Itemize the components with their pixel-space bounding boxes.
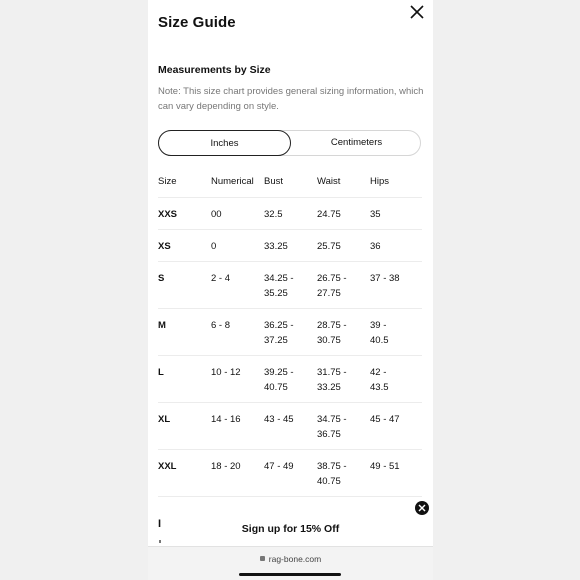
- close-circle-icon: [418, 504, 426, 512]
- hips-cell: 36: [370, 241, 381, 252]
- page-title: Size Guide: [158, 14, 236, 31]
- close-icon: [409, 4, 425, 20]
- hips-cell: 49 - 51: [370, 461, 400, 472]
- url-text: rag-bone.com: [268, 554, 322, 564]
- size-cell: XXS: [158, 209, 178, 220]
- waist-cell: 28.75 - 30.75: [317, 320, 347, 346]
- bust-cell: 34.25 - 35.25: [264, 273, 294, 299]
- signup-banner[interactable]: Sign up for 15% Off: [241, 523, 340, 535]
- table-row: [158, 198, 422, 230]
- table-row: [158, 450, 422, 497]
- url-display[interactable]: [148, 554, 433, 564]
- home-indicator[interactable]: [239, 573, 341, 576]
- hips-cell: 39 - 40.5: [370, 320, 389, 346]
- table-row: [158, 230, 422, 262]
- table-row: [158, 309, 422, 356]
- waist-cell: 24.75: [317, 209, 341, 220]
- browser-url-bar[interactable]: [148, 546, 433, 580]
- bust-cell: 32.5: [264, 209, 283, 220]
- numerical-cell: 14 - 16: [211, 414, 241, 425]
- bust-cell: 47 - 49: [264, 461, 294, 472]
- lock-icon: [260, 556, 265, 561]
- close-button[interactable]: [409, 4, 425, 20]
- hips-cell: 42 - 43.5: [370, 367, 389, 393]
- section-subtitle: Measurements by Size: [158, 64, 271, 76]
- partial-text: [159, 540, 161, 543]
- waist-cell: 38.75 - 40.75: [317, 461, 347, 487]
- numerical-cell: 2 - 4: [211, 273, 231, 284]
- waist-cell: 26.75 - 27.75: [317, 273, 347, 299]
- numerical-cell: 0: [211, 241, 217, 252]
- size-table: [158, 168, 422, 497]
- waist-cell: 25.75: [317, 241, 341, 252]
- bust-cell: 43 - 45: [264, 414, 294, 425]
- partial-section-heading: I: [158, 518, 162, 530]
- table-header-row: [158, 168, 422, 198]
- size-guide-panel: [148, 0, 433, 580]
- numerical-cell: 6 - 8: [211, 320, 231, 331]
- sizing-note: Note: This size chart provides general sizing information, which can vary depending on style.: [158, 86, 424, 112]
- size-cell: XL: [158, 414, 171, 425]
- size-cell: M: [158, 320, 166, 331]
- unit-toggle: [158, 130, 421, 156]
- hips-cell: 37 - 38: [370, 273, 400, 284]
- centimeters-tab[interactable]: Centimeters: [330, 137, 383, 148]
- size-cell: L: [158, 367, 164, 378]
- size-cell: XXL: [158, 461, 177, 472]
- column-header-waist: Waist: [317, 176, 341, 187]
- size-cell: S: [158, 273, 165, 284]
- inches-tab[interactable]: Inches: [158, 130, 291, 156]
- bust-cell: 33.25: [264, 241, 288, 252]
- signup-dismiss-button[interactable]: [415, 501, 429, 515]
- numerical-cell: 18 - 20: [211, 461, 241, 472]
- column-header-hips: Hips: [370, 176, 390, 187]
- hips-cell: 45 - 47: [370, 414, 400, 425]
- bust-cell: 39.25 - 40.75: [264, 367, 294, 393]
- size-cell: XS: [158, 241, 171, 252]
- bust-cell: 36.25 - 37.25: [264, 320, 294, 346]
- table-row: [158, 262, 422, 309]
- numerical-cell: 00: [211, 209, 222, 220]
- column-header-numerical: Numerical: [211, 176, 254, 187]
- table-row: [158, 403, 422, 450]
- column-header-size: Size: [158, 176, 177, 187]
- column-header-bust: Bust: [264, 176, 284, 187]
- waist-cell: 31.75 - 33.25: [317, 367, 347, 393]
- hips-cell: 35: [370, 209, 381, 220]
- table-row: [158, 356, 422, 403]
- waist-cell: 34.75 - 36.75: [317, 414, 347, 440]
- numerical-cell: 10 - 12: [211, 367, 241, 378]
